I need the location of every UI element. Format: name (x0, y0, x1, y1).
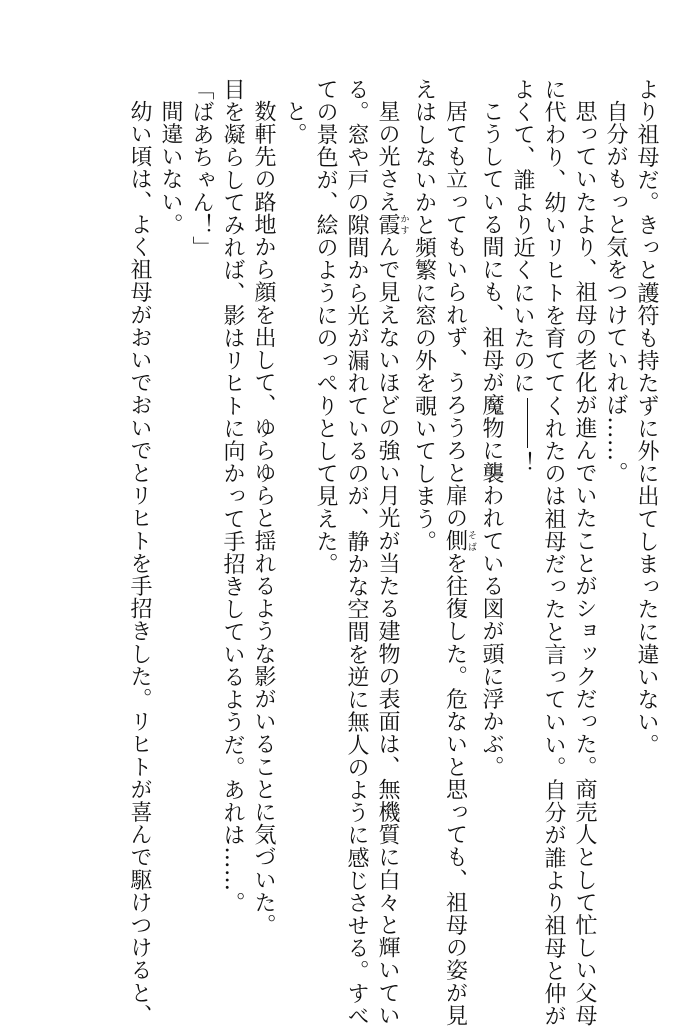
text-line: えはしないかと頻繁に窓の外を覗いてしまう。 (411, 78, 437, 553)
text-line: ての景色が、絵のようにのっぺりとして見えた。 (313, 78, 338, 576)
em-dash-mark (516, 394, 538, 451)
text-line: に代わり、幼いリヒトを育ててくれたのは祖母だったと言っていい。自分が誰より祖母と仲が (541, 78, 566, 1027)
ruby-base: 霞 (375, 213, 400, 236)
text-line: より祖母だ。きっと護符も持たずに外に出てしまったに違いない。 (634, 78, 659, 756)
text-line: こうしている間にも、祖母が魔物に襲われている図が頭に浮かぶ。 (479, 100, 504, 778)
text-line: 目を凝らしてみれば、影はリヒトに向かって手招きしているようだ。あれは……。 (220, 78, 245, 915)
text-line-body: よくて、誰より近くにいたのに (510, 78, 535, 395)
dialogue-line: 「ばあちゃん！」 (189, 78, 214, 259)
text-line (507, 78, 538, 958)
text-line-pre: 居ても立ってもいられず、うろうろと扉の (442, 100, 468, 530)
text-line: る。窓や戸の隙間から光が漏れているのが、静かな空間を逆に無人のように感じさせる。すべ (344, 78, 369, 1027)
ruby-reading: そば (466, 529, 476, 552)
text-line: 自分がもっと気をつけていれば……。 (603, 100, 628, 485)
text-line: と。 (282, 100, 307, 146)
text-line-post: を往復した。危ないと思っても、祖母の姿が見 (442, 552, 468, 1027)
ruby-word (375, 213, 409, 236)
ruby-base: 側 (442, 529, 468, 553)
vertical-text-body (124, 78, 662, 1027)
text-line (372, 78, 409, 1027)
text-line-tail: ！ (510, 451, 535, 475)
text-line-post: んで見えないほどの強い月光が当たる建物の表面は、無機質に白々と輝いてい (375, 235, 400, 1027)
text-line-pre: 星の光さえ (375, 100, 400, 213)
text-line (440, 78, 477, 1027)
text-line: 数軒先の路地から顔を出して、ゆらゆらと揺れるような影がいることに気づいた。 (251, 100, 276, 937)
text-line: 思っていたより、祖母の老化が進んでいたことがショックだった。商売人として忙しい父母 (572, 100, 597, 1027)
text-line: 幼い頃は、よく祖母がおいでおいでとリヒトを手招きした。リヒトが喜んで駆けつけると、 (127, 100, 152, 1027)
ruby-reading: かす (398, 213, 409, 236)
ruby-word (442, 529, 476, 553)
text-line: 間違いない。 (158, 100, 183, 236)
